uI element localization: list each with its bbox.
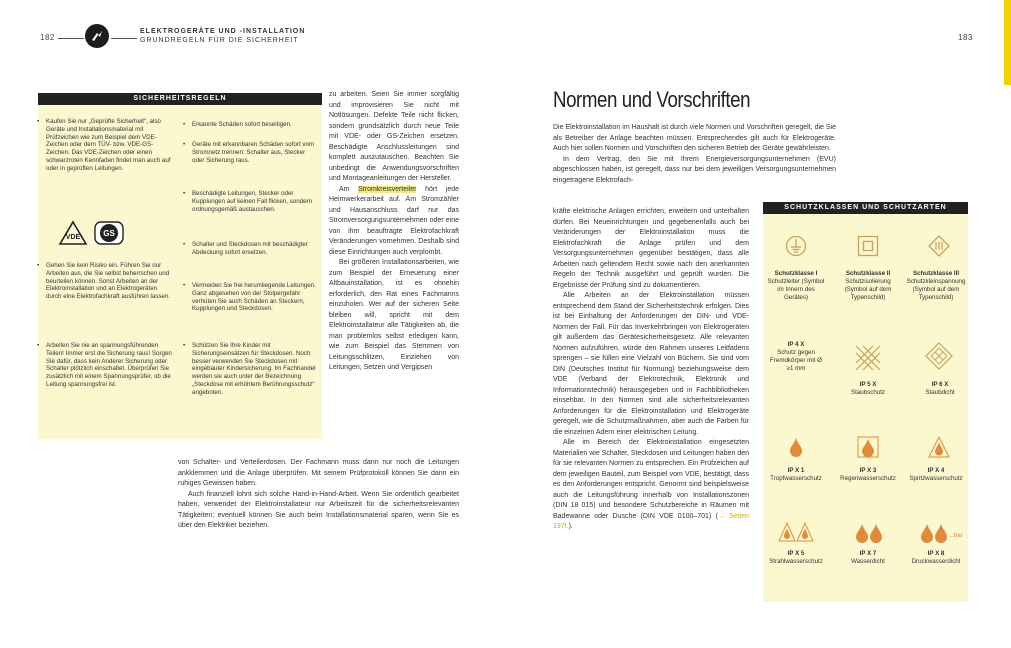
paragraph: von Schalter- und Verteilerdosen. Der Fachmann muss dann nur noch die Leitungen ankklemmen und die Anlage überprüfen. Mit seinem Prüfprotokoll können Sie dann ein ruhiges Gewissen haben.	[178, 459, 459, 487]
bar-label: ...bar	[949, 533, 963, 539]
ip-name: IP X 4	[927, 467, 945, 474]
text-run: Am	[339, 185, 359, 193]
rain-water-icon	[857, 436, 879, 463]
right-intro-text	[553, 123, 836, 186]
ip-name: IP 6 X	[931, 381, 949, 388]
class-name: Schutzklasse II	[845, 270, 891, 277]
header-rule	[111, 38, 137, 39]
class-desc: Schutzisolierung (Symbol auf dem Typenschild)	[844, 278, 892, 301]
schutzklasse-1	[766, 270, 826, 302]
paragraph: In dem Vertrag, den Sie mit Ihrem Energieversorgungsunternehmen (EVU) abgeschlossen haben, ist geregelt, dass nur bei dem jeweiligen Versorgungsunternehmen eingetragene Elektrofach-	[553, 155, 836, 184]
paragraph: Bei größeren Installationsarbeiten, wie zum Beispiel der Erneuerung einer Altbauinstallation, ist es ohnehin erforderlich, den Rat eines Fachmanns einzuholen. Wer auf der sicheren Seite bleiben will, spricht mit dem Elektroinstallateur alle Tätigkeiten ab, die man problemlos selbst erledigen kann, wie zum Beispiel das Stemmen von Leitungsschlitzen, Einziehen von Leitungen, Setzen und Vergipsen	[329, 259, 459, 371]
class-name: Schutzklasse I	[774, 270, 818, 277]
ip-name: IP X 5	[787, 550, 805, 557]
safety-item: • Gehen Sie kein Risiko ein. Führen Sie nur Arbeiten aus, die Sie selbst beherrschen und beurteilen können. Sonst Arbeiten an der Elektroinstallation und an Elektrogeräten durch eine Elektrofachkraft ausführen lassen.	[46, 262, 173, 301]
ip-desc: Regenwasserschutz	[840, 475, 896, 482]
jet-water-icon	[778, 522, 814, 547]
safety-item: • Schützen Sie Ihre Kinder mit Sicherungseinsätzen für Steckdosen. Noch besser verwenden Sie Steckdosen mit eingebauter Kindersicherung. Im Fachhandel werden sie auch unter der Bezeichnung „Steckdose mit erhöhtem Berührungsschutz“ angeboten.	[192, 342, 316, 397]
ip-name: IP X 7	[859, 550, 877, 557]
ip-desc: Staubdicht	[925, 389, 955, 396]
running-header	[0, 27, 1011, 51]
safety-item: • Beschädigte Leitungen, Stecker oder Kupplungen auf keinen Fall flicken, sondern ordnungsgemäß austauschen.	[192, 190, 316, 213]
ipx1	[766, 467, 826, 483]
ip4x	[766, 341, 826, 373]
safety-rules-title: SICHERHEITSREGELN	[38, 93, 322, 105]
ipx8	[906, 550, 966, 566]
left-page-number: 182	[40, 33, 55, 42]
ipx3	[838, 467, 898, 483]
class-desc: Schutzkleinspannung (Symbol auf dem Typenschild)	[906, 278, 966, 301]
class-desc: Schutzleiter (Symbol im Innern des Gerätes)	[767, 278, 825, 301]
page-heading: Normen und Vorschriften	[553, 87, 751, 112]
ip-desc: Strahlwasserschutz	[769, 558, 823, 565]
ip-name: IP X 3	[859, 467, 877, 474]
left-bottom-text	[178, 458, 459, 532]
text-run: ).	[568, 523, 573, 530]
paragraph: kräfte elektrische Anlagen errichten, erweitern und unterhalten dürfen. Bei Neueinrichtungen und gegebenenfalls auch bei Veränderungen der Elektroinstallation muss die Elektrofachkraft die Anlage prüfen und dem Versorgungsunternehmen gegenüber bestätigen, dass alle Arbeiten nach geltendem Recht sowie nach den anerkannten Regeln der Technik ausgeführt und geprüft wurden. Die Ergebnisse der Prüfung sind zu dokumentieren.	[553, 208, 749, 289]
right-page-number: 183	[958, 33, 973, 42]
ip6x	[910, 381, 970, 397]
ip5x	[838, 381, 898, 397]
safety-item: • Vermeiden Sie frei herumliegende Leitungen. Ganz abgesehen von der Stolpergefahr verhüten Sie auch Schäden an Steckern, Kupplungen und Steckdosen.	[192, 282, 316, 313]
dust-protected-icon	[854, 344, 882, 377]
watertight-icon	[855, 523, 883, 548]
section-title: ELEKTROGERÄTE UND -INSTALLATION	[140, 28, 306, 35]
ip-name: IP X 1	[787, 467, 805, 474]
left-column-text	[329, 90, 459, 374]
schutzklasse-3	[906, 270, 966, 302]
safety-item: • Arbeiten Sie nie an spannungsführenden Teilen! Immer erst die Sicherung raus! Sorgen Sie dafür, dass kein Anderer Sicherung oder Schalter plötzlich einschaltet. Überprüfen Sie zusätzlich mit einem Spannungsprüfer, ob die Leitung spannungsfrei ist.	[46, 342, 173, 389]
ip-desc: Tropfwasserschutz	[770, 475, 822, 482]
header-rule	[58, 38, 84, 39]
ip-desc: Druckwasserdicht	[911, 558, 961, 565]
gs-logo-icon	[94, 220, 124, 246]
paragraph	[553, 438, 749, 533]
paragraph	[329, 185, 459, 259]
section-subtitle: GRUNDREGELN FÜR DIE SICHERHEIT	[140, 37, 299, 44]
drip-water-icon	[789, 437, 803, 462]
ipx4	[906, 467, 966, 483]
ip-desc: Spritzwasserschutz	[909, 475, 963, 482]
ip-desc: Schutz gegen Fremdkörper mit Ø ≥1 mm	[770, 349, 822, 372]
right-column-text	[553, 207, 749, 533]
ip-desc: Wasserdicht	[851, 558, 885, 565]
electrician-logo-icon	[85, 24, 109, 48]
protection-classes-title: SCHUTZKLASSEN UND SCHUTZARTEN	[763, 202, 968, 214]
ip-name: IP 5 X	[859, 381, 877, 388]
safety-extra-low-voltage-icon	[928, 235, 950, 262]
accent-bar	[1004, 0, 1011, 85]
class-name: Schutzklasse III	[912, 270, 960, 277]
double-insulation-icon	[857, 235, 879, 262]
pressure-watertight-icon	[920, 523, 948, 548]
schutzklasse-2	[838, 270, 898, 302]
text-run: hört jede Heimwerkerarbeit auf. Am Stromzähler und Hausanschluss darf nur das Stromversorgungsunternehmen oder eine von ihm beauftragte Elektrofachkraft Veränderungen vornehmen. Deshalb sind diese Einrichtungen auch verplombt.	[329, 185, 460, 256]
splash-water-icon	[928, 436, 950, 463]
paragraph: Alle Arbeiten an der Elektroinstallation müssen entsprechend dem Stand der Sicherheitstechnik erfolgen. Dies ist bei Einhaltung der Anforderungen der DIN- und VDE-Normen der Fall. Für das Inverkehrbringen von Elektrogeräten gilt außerdem das Gerätesicherheitsgesetz. Alle relevanten Normen aufzuführen, würde den Rahmen unseres Leitfadens sprengen – sie füllen eine Vielzahl von Büchern. Sie sind vom DIN (Deutsches Institut für Normung) beziehungsweise dem VDE (Verband der Elektrotechnik, Elektronik und Informationstechnik) herausgegeben und in Fachbibliotheken einsehbar. In den Normen sind alle sicherheitsrelevanten Anforderungen für die Elektroinstallation und Elektrogeräte geregelt, wie die Schutzmaßnahmen, aber auch die Farben für die einzelnen Adern einer elektrischen Leitung.	[553, 292, 749, 436]
safety-item: • Kaufen Sie nur „Geprüfte Sicherheit“, also Geräte und Installationsmaterial mit Prüfzeichen wie zum Beispiel dem VDE-Zeichen oder dem TÜV- bzw. VDE-GS-Zeichen. Das VDE-Zeichen oder einen schwarzroten Kennfaden findet man auch auf oder in geprüften Leitungen.	[46, 118, 173, 173]
safety-item: • Schalter und Steckdosen mit beschädigter Abdeckung sofort ersetzen.	[192, 241, 316, 257]
section-header	[140, 27, 305, 45]
page-reference-link[interactable]: → Seiten 197f.	[553, 512, 750, 530]
paragraph: Die Elektroinstallation im Haushalt ist durch viele Normen und Vorschriften geregelt, die Sie als Betreiber der Anlage beachten müssen. Entsprechendes gilt auch für Elektrogeräte. Auch hier sollen Normen und Vorschriften den sicheren Betrieb der Geräte gewährleisten.	[553, 124, 836, 152]
svg-text:VDE: VDE	[65, 234, 81, 241]
ip-desc: Staubschutz	[850, 389, 886, 396]
safety-item: • Geräte mit erkannbaren Schäden sofort vom Stromnetz trennen: Schalter aus, Stecker oder Sicherung raus.	[192, 141, 316, 164]
vde-logo-icon	[58, 220, 88, 246]
protective-earth-icon	[785, 235, 807, 262]
paragraph: Auch finanziell lohnt sich solche Hand-in-Hand-Arbeit. Wenn Sie ordentlich gearbeitet haben, verwendet der Elektroinstallateur nur Arbeitszeit für die sicherheitsrelevanten Tätigkeiten; eventuell können Sie auch beim Installationsmaterial sparen, wenn Sie es über den Elektriker beziehen.	[178, 490, 459, 529]
highlight-stromkreisverteiler: Stromkreisverteiler	[358, 185, 417, 193]
svg-text:GS: GS	[103, 229, 115, 238]
ip-name: IP 4 X	[787, 341, 805, 348]
ip-name: IP X 8	[927, 550, 945, 557]
paragraph: zu arbeiten. Seien Sie immer sorgfältig und improvisieren Sie nicht mit Notlösungen. Defekte Teile nicht flicken, sondern grundsätzlich durch neue Teile mit VDE- oder GS-Zeichen ersetzen. Beschädigte Anschlussleitungen sind komplett auszutauschen. Beachten Sie unbedingt die Anwendungsvorschriften und Montageanleitungen der Hersteller.	[329, 91, 459, 182]
safety-item: • Erkannte Schäden sofort beseitigen.	[192, 121, 316, 129]
dust-tight-icon	[925, 342, 953, 375]
text-run: Alle im Bereich der Elektroinstallation eingesetzten Materialien wie Schalter, Steckdosen und Leitungen haben den für sie relevanten Normen zu entsprechen. Ein Prüfzeichen auf dem jeweiligen Bauteil, zum Beispiel vom VDE, bestätigt, dass es den Anforderungen entspricht. Genormt sind beispielsweise auch die Leitungsführung innerhalb von Installationszonen (DIN 18 015) und besondere Schutzbereiche in Räumen mit Badewanne oder Dusche (DIN VDE 0100–701) (	[553, 439, 749, 520]
ipx5	[766, 550, 826, 566]
ipx7	[838, 550, 898, 566]
